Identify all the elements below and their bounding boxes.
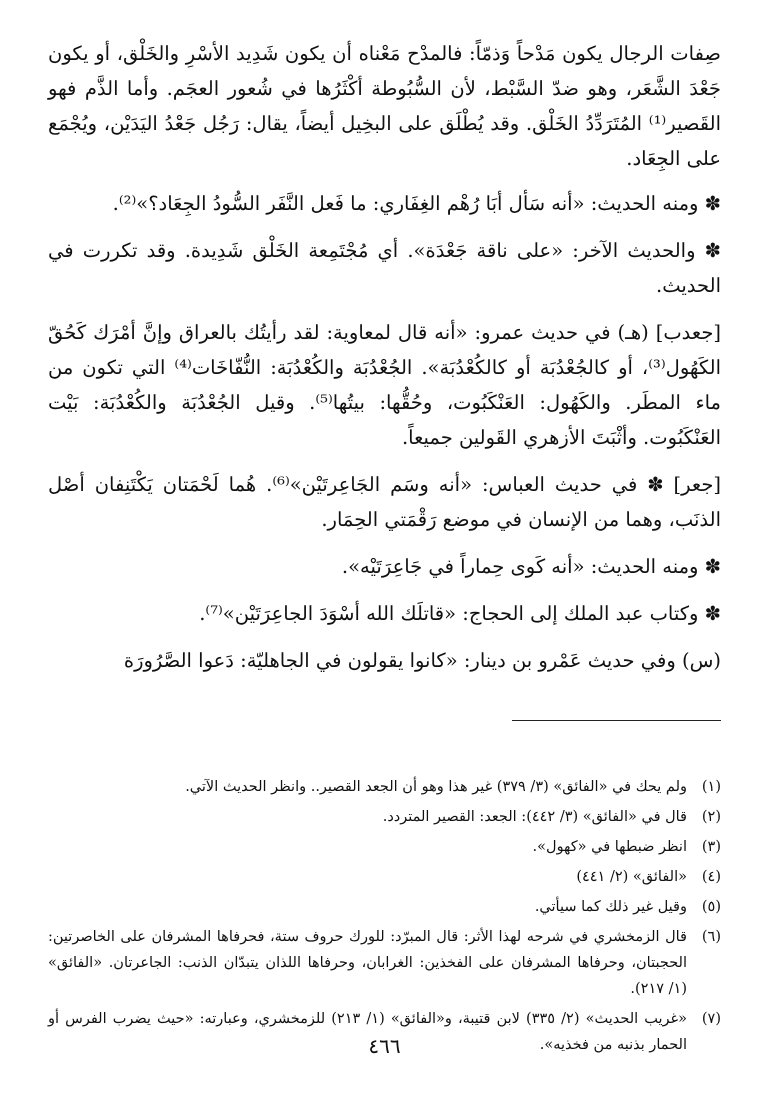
footnote-text: قال في «الفائق» (٣/ ٤٤٢): الجعد: القصير المتردد.: [382, 809, 687, 825]
footnotes: [48, 774, 721, 1062]
paragraph: (س) وفي حديث عَمْرو بن دينار: «كانوا يقولون في الجاهليّة: دَعوا الصَّرُورَة: [123, 649, 721, 672]
footnote-text: وقيل غير ذلك كما سيأتي.: [534, 899, 687, 915]
footnote-text: «الفائق» (٢/ ٤٤١): [576, 869, 687, 885]
footnote: [48, 894, 721, 920]
footnote-number: (٦): [701, 929, 721, 945]
footnote: [48, 774, 721, 800]
footnote: [48, 834, 721, 860]
footnote-text: ولم يحك في «الفائق» (٣/ ٣٧٩) غير هذا وهو أن الجعد القصير.. وانظر الحديث الآتي.: [185, 779, 687, 795]
footnote-divider: [512, 720, 721, 721]
paragraph: ✽ وكتاب عبد الملك إلى الحجاج: «قاتلَك الله أسْوَدَ الجاعِرَتَيْن»⁽⁷⁾.: [199, 602, 721, 625]
page-body: [48, 36, 721, 1084]
footnote-text: انظر ضبطها في «كهول».: [532, 839, 687, 855]
footnote-number: (٧): [701, 1011, 721, 1027]
footnote-number: (٢): [701, 809, 721, 825]
paragraph: [جعر] ✽ في حديث العباس: «أنه وسَم الجَاعِرتَيْن»⁽⁶⁾. هُما لَحْمَتان يَكْتَنِفان أصْل الذنَب، وهما من الإنسان في موضع رَقْمَتي الحِمَار.: [48, 473, 721, 531]
footnote-number: (٣): [701, 839, 721, 855]
paragraph: ✽ ومنه الحديث: «أنه كَوى حِماراً في جَاعِرَتَيْه».: [341, 555, 721, 578]
footnote-number: (٥): [701, 899, 721, 915]
paragraph: [جعدب] (هـ) في حديث عمرو: «أنه قال لمعاوية: لقد رأيتُك بالعراق وإنَّ أمْرَك كَحُقّ الكَهُول⁽³⁾، أو كالجُعْدُبَة أو كالكُعْدُبَة». الجُعْدُبَة والكُعْدُبَة: النُّفّاخَات⁽⁴⁾ التي تكون من ماء المطَر. والكَهُول: العَنْكَبُوت، وحُقُّها: بيتُها⁽⁵⁾. وقيل الجُعْدُبَة والكُعْدُبَة: بَيْت العَنْكَبُوت. وأثْبَتَ الأزهري القَولين جميعاً.: [48, 321, 722, 449]
footnote: [48, 804, 721, 830]
footnote: [48, 864, 721, 890]
paragraph: ✽ والحديث الآخر: «على ناقة جَعْدَة». أي مُجْتَمِعة الخَلْق شَدِيدة. وقد تكررت في الحديث.: [48, 239, 721, 297]
paragraph: صِفات الرجال يكون مَدْحاً وَذمّاً: فالمدْح مَعْناه أن يكون شَدِيد الأسْرِ والخَلْق، أو يكون جَعْدَ الشَّعَر، وهو ضدّ السَّبْط، لأن السُّبُوطة أكْثَرُها في شُعور العجَم. وأما الذَّم فهو القَصير⁽¹⁾ المُتَرَدِّدُ الخَلْق. وقد يُطْلَق على البخِيل أيضاً، يقال: رَجُل جَعْدُ اليَدَيْن، ويُجْمَع على الجِعَاد.: [48, 42, 721, 170]
footnote-number: (٤): [701, 869, 721, 885]
footnote-number: (١): [701, 779, 721, 795]
footnote-text: «غريب الحديث» (٢/ ٣٣٥) لابن قتيبة، و«الفائق» (١/ ٢١٣) للزمخشري، وعبارته: «حيث يضرب الفرس أو الحمار بذنبه من فخذيه».: [48, 1011, 687, 1053]
footnote: [48, 924, 721, 1002]
footnote-text: قال الزمخشري في شرحه لهذا الأثر: قال المبرّد: للورك حروف ستة، فحرفاها المشرفان على الخاصرتين: الحجبتان، وحرفاها المشرفان على الفخذين: الغرابان، وحرفاها اللذان يتبدّان الذنب: الجاعرتان. «الفائق» (١/ ٢١٧).: [48, 929, 687, 997]
page-number: ٤٦٦: [368, 1034, 401, 1058]
paragraph: ✽ ومنه الحديث: «أنه سَأل أبَا رُهْم الغِفَاري: ما فَعل النَّفَر السُّودُ الجِعَاد؟»⁽²⁾.: [112, 192, 721, 215]
